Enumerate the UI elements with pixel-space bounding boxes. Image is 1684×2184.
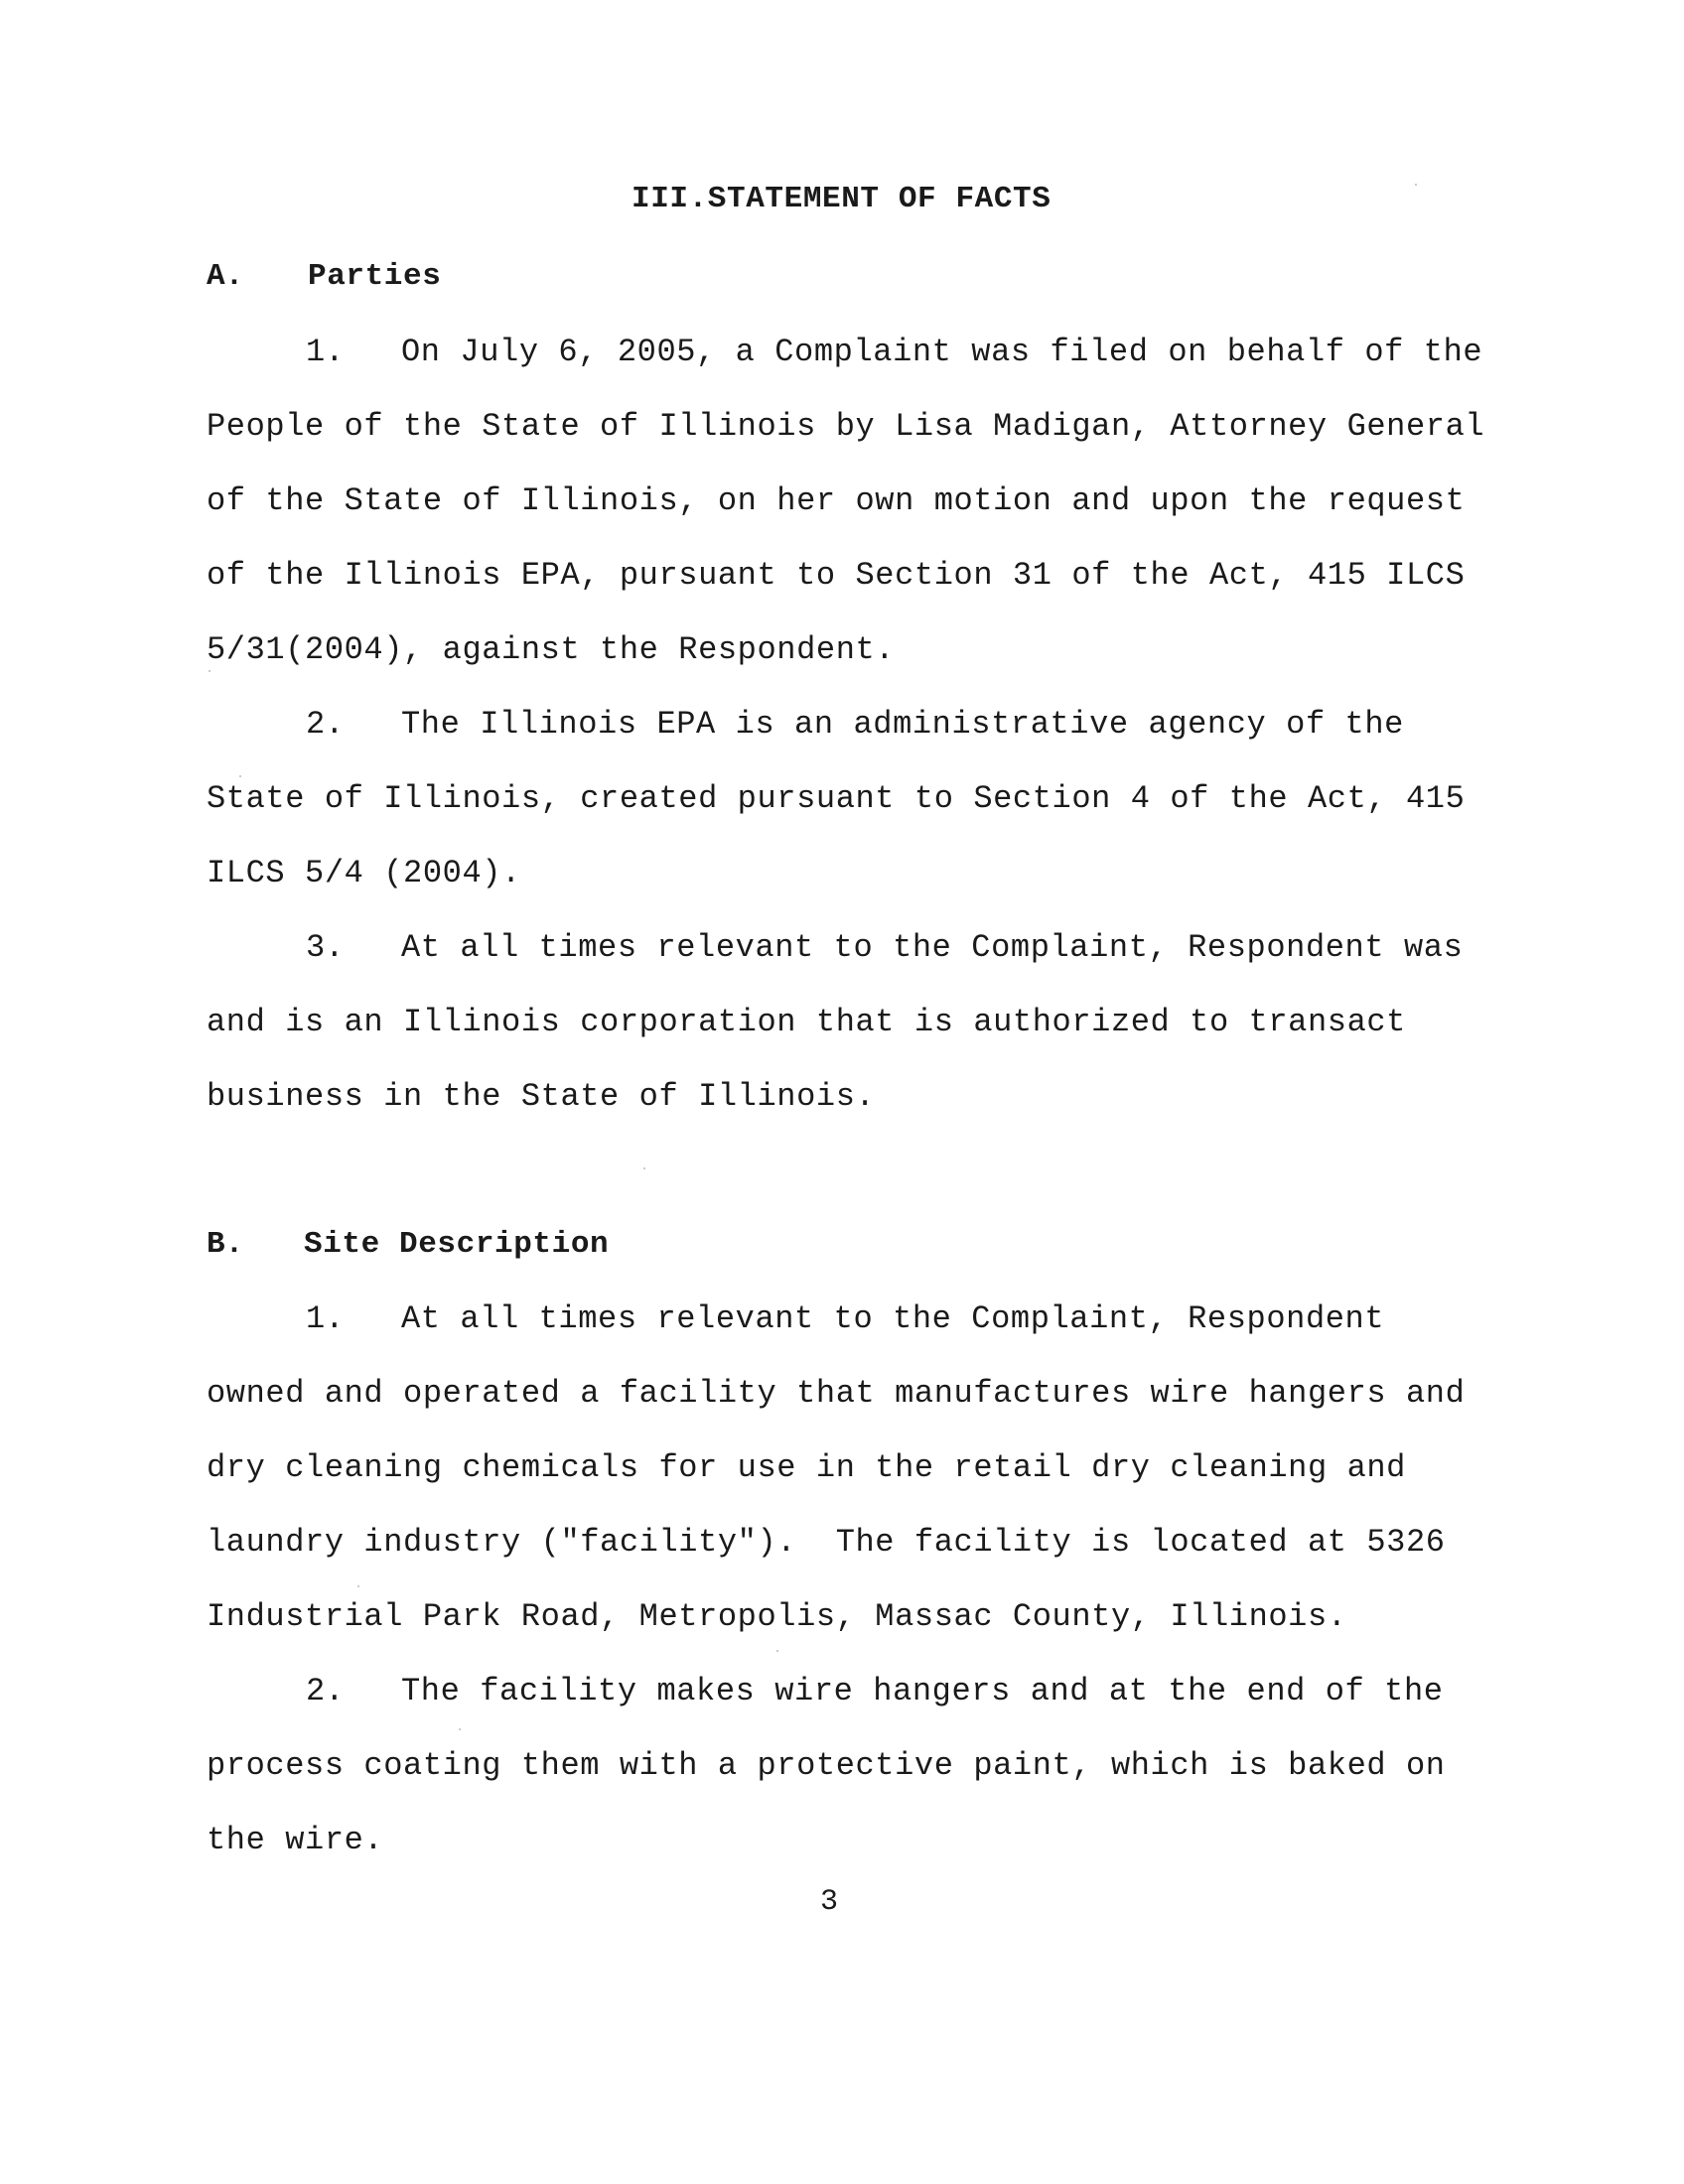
paragraph-b2-number: 2. bbox=[306, 1673, 345, 1709]
paragraph-a1-line: of the Illinois EPA, pursuant to Section 31 of the Act, 415 ILCS bbox=[207, 557, 1466, 594]
paragraph-b2-line: The facility makes wire hangers and at the end of the bbox=[401, 1673, 1444, 1709]
paragraph-a1-line: People of the State of Illinois by Lisa Madigan, Attorney General bbox=[207, 408, 1485, 445]
scan-speck bbox=[459, 1728, 461, 1730]
paragraph-a1-line: of the State of Illinois, on her own motion and upon the request bbox=[207, 482, 1466, 519]
paragraph-b2-line: the wire. bbox=[207, 1822, 384, 1858]
scan-speck bbox=[643, 1167, 645, 1169]
paragraph-a2-line: The Illinois EPA is an administrative agency of the bbox=[401, 706, 1404, 743]
scan-speck bbox=[1415, 184, 1417, 186]
paragraph-b1-line: At all times relevant to the Complaint, Respondent bbox=[401, 1300, 1385, 1337]
scan-speck bbox=[239, 775, 241, 777]
page-heading: III.STATEMENT OF FACTS bbox=[632, 182, 1052, 216]
paragraph-a1-line: On July 6, 2005, a Complaint was filed on behalf of the bbox=[401, 334, 1483, 370]
paragraph-a3-line: business in the State of Illinois. bbox=[207, 1078, 876, 1115]
paragraph-a3-line: At all times relevant to the Complaint, Respondent was bbox=[401, 929, 1464, 966]
paragraph-a3-number: 3. bbox=[306, 929, 345, 966]
paragraph-a1-line: 5/31(2004), against the Respondent. bbox=[207, 631, 896, 668]
paragraph-a3-line: and is an Illinois corporation that is authorized to transact bbox=[207, 1004, 1406, 1040]
paragraph-b1-line: laundry industry ("facility"). The facility is located at 5326 bbox=[207, 1524, 1446, 1561]
section-b-title: Site Description bbox=[304, 1227, 610, 1262]
paragraph-b1-line: Industrial Park Road, Metropolis, Massac County, Illinois. bbox=[207, 1598, 1347, 1635]
section-b-letter: B. bbox=[207, 1227, 244, 1262]
scan-speck bbox=[776, 1650, 778, 1652]
page-number: 3 bbox=[820, 1885, 839, 1919]
paragraph-a2-line: State of Illinois, created pursuant to Section 4 of the Act, 415 bbox=[207, 780, 1466, 817]
section-a-letter: A. bbox=[207, 259, 244, 294]
section-a-title: Parties bbox=[308, 259, 442, 294]
scan-speck bbox=[209, 670, 210, 672]
paragraph-b2-line: process coating them with a protective paint, which is baked on bbox=[207, 1747, 1446, 1784]
paragraph-a2-number: 2. bbox=[306, 706, 345, 743]
paragraph-b1-line: owned and operated a facility that manufactures wire hangers and bbox=[207, 1375, 1466, 1412]
scan-speck bbox=[357, 1585, 359, 1587]
paragraph-b1-line: dry cleaning chemicals for use in the retail dry cleaning and bbox=[207, 1449, 1406, 1486]
paragraph-a1-number: 1. bbox=[306, 334, 345, 370]
paragraph-a2-line: ILCS 5/4 (2004). bbox=[207, 855, 521, 891]
paragraph-b1-number: 1. bbox=[306, 1300, 345, 1337]
